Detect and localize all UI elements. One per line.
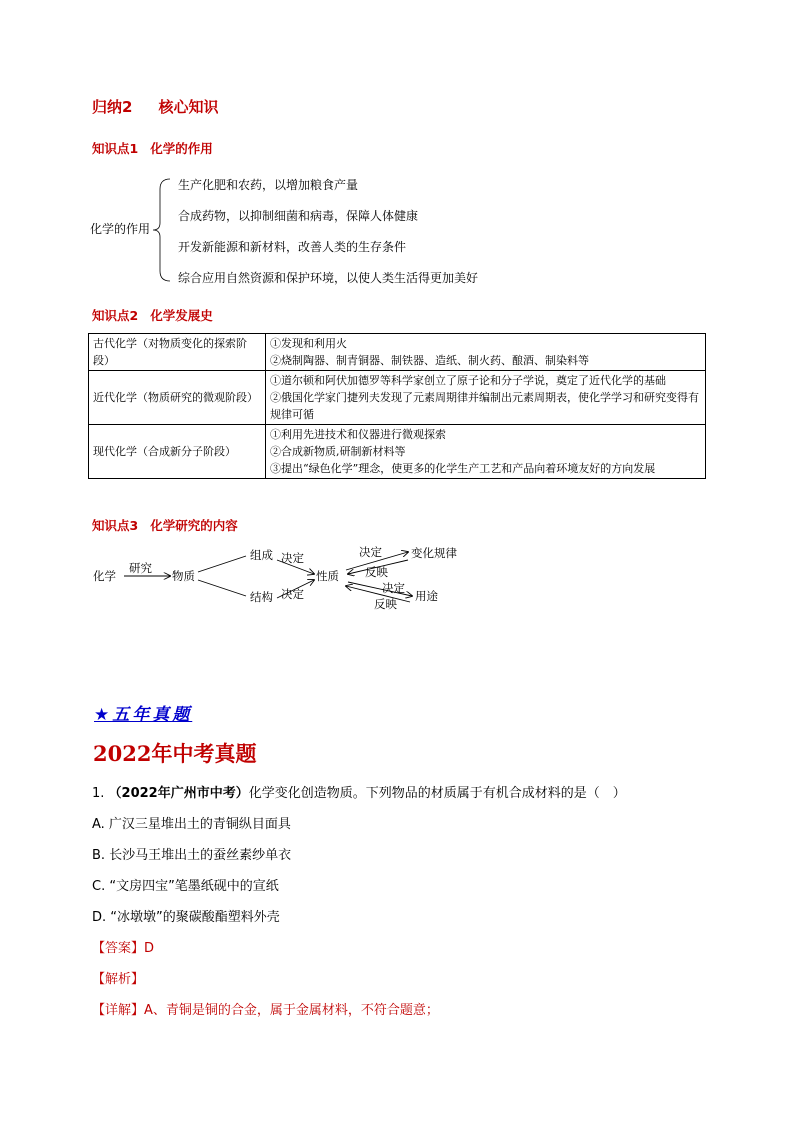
stage-cell: 古代化学（对物质变化的探索阶段） bbox=[89, 334, 266, 371]
point-line: ②烧制陶器、制青铜器、制铁器、造纸、制火药、酿酒、制染料等 bbox=[270, 354, 589, 367]
kp1-title: 化学的作用 bbox=[150, 141, 213, 156]
kp1-heading bbox=[92, 139, 213, 157]
question-source: （2022年广州市中考） bbox=[108, 786, 249, 801]
kp1-item: 开发新能源和新材料，改善人类的生存条件 bbox=[178, 240, 407, 254]
edge-label-reflect-1: 反映 bbox=[365, 565, 388, 579]
edge-label-decide-4: 决定 bbox=[382, 581, 405, 595]
edge-label-decide-2: 决定 bbox=[281, 587, 304, 601]
year-title: 2022年中考真题 bbox=[93, 741, 257, 766]
question-stem bbox=[92, 782, 626, 801]
history-table bbox=[88, 333, 706, 479]
answer-value: D bbox=[144, 941, 155, 956]
edge-label-reflect-2: 反映 bbox=[374, 597, 397, 611]
line-matter-structure bbox=[198, 580, 246, 596]
section-heading bbox=[92, 96, 218, 117]
table-row bbox=[89, 425, 706, 479]
section-label: 归纳2 bbox=[92, 98, 133, 116]
kp2-title: 化学发展史 bbox=[150, 308, 213, 323]
option-a: A. 广汉三星堆出土的青铜纵目面具 bbox=[92, 817, 291, 832]
research-diagram bbox=[88, 540, 488, 620]
kp1-item: 合成药物，以抑制细菌和病毒，保障人体健康 bbox=[178, 209, 419, 223]
table-row bbox=[89, 334, 706, 371]
edge-label-decide-1: 决定 bbox=[281, 551, 304, 565]
kp1-item: 生产化肥和农药，以增加粮食产量 bbox=[178, 178, 359, 192]
analysis-label: 【解析】 bbox=[92, 972, 145, 987]
table-row bbox=[89, 371, 706, 425]
answer-label: 【答案】 bbox=[92, 941, 145, 956]
kp1-label: 知识点1 bbox=[92, 141, 139, 156]
node-use: 用途 bbox=[415, 589, 438, 603]
five-year-title: ★五年真题 bbox=[94, 705, 193, 725]
node-property: 性质 bbox=[316, 569, 339, 583]
stage-cell: 现代化学（合成新分子阶段） bbox=[89, 425, 266, 479]
edge-label-research: 研究 bbox=[129, 561, 152, 575]
point-line: ③提出“绿色化学”理念，使更多的化学生产工艺和产品向着环境友好的方向发展 bbox=[270, 462, 656, 475]
section-title: 核心知识 bbox=[158, 98, 219, 116]
option-b: B. 长沙马王堆出土的蚕丝素纱单衣 bbox=[92, 848, 292, 863]
edge-label-decide-3: 决定 bbox=[359, 545, 382, 559]
detail-line bbox=[92, 999, 439, 1018]
points-cell bbox=[266, 371, 706, 425]
kp3-title: 化学研究的内容 bbox=[150, 518, 238, 533]
point-line: ①利用先进技术和仪器进行微观探索 bbox=[270, 428, 446, 441]
detail-label: 【详解】 bbox=[92, 1003, 145, 1018]
answer-line bbox=[92, 937, 154, 956]
kp1-brace bbox=[152, 175, 176, 285]
point-line: ②合成新物质,研制新材料等 bbox=[270, 445, 406, 458]
stage-cell: 近代化学（物质研究的微观阶段） bbox=[89, 371, 266, 425]
node-composition: 组成 bbox=[250, 548, 273, 562]
option-d: D. “冰墩墩”的聚碳酸酯塑料外壳 bbox=[92, 910, 280, 925]
kp3-label: 知识点3 bbox=[92, 518, 139, 533]
node-structure: 结构 bbox=[250, 590, 273, 604]
point-line: ①发现和利用火 bbox=[270, 337, 347, 350]
node-chemistry: 化学 bbox=[93, 569, 116, 583]
kp2-label: 知识点2 bbox=[92, 308, 139, 323]
node-matter: 物质 bbox=[172, 569, 195, 583]
question-number: 1. bbox=[92, 786, 105, 801]
node-law: 变化规律 bbox=[411, 546, 457, 560]
point-line: ①道尔顿和阿伏加德罗等科学家创立了原子论和分子学说，奠定了近代化学的基础 bbox=[270, 374, 666, 387]
option-c: C. “文房四宝”笔墨纸砚中的宣纸 bbox=[92, 879, 279, 894]
question-text: 化学变化创造物质。下列物品的材质属于有机合成材料的是（ ） bbox=[248, 786, 626, 801]
point-line: ②俄国化学家门捷列夫发现了元素周期律并编制出元素周期表，使化学学习和研究变得有规律可循 bbox=[270, 391, 699, 421]
points-cell bbox=[266, 334, 706, 371]
points-cell bbox=[266, 425, 706, 479]
kp3-heading bbox=[92, 516, 238, 534]
kp1-root: 化学的作用 bbox=[90, 222, 151, 236]
kp1-item: 综合应用自然资源和保护环境，以使人类生活得更加美好 bbox=[178, 271, 479, 285]
detail-text: A、青铜是铜的合金，属于金属材料，不符合题意； bbox=[144, 1003, 439, 1018]
line-matter-composition bbox=[198, 556, 246, 572]
kp2-heading bbox=[92, 306, 213, 324]
